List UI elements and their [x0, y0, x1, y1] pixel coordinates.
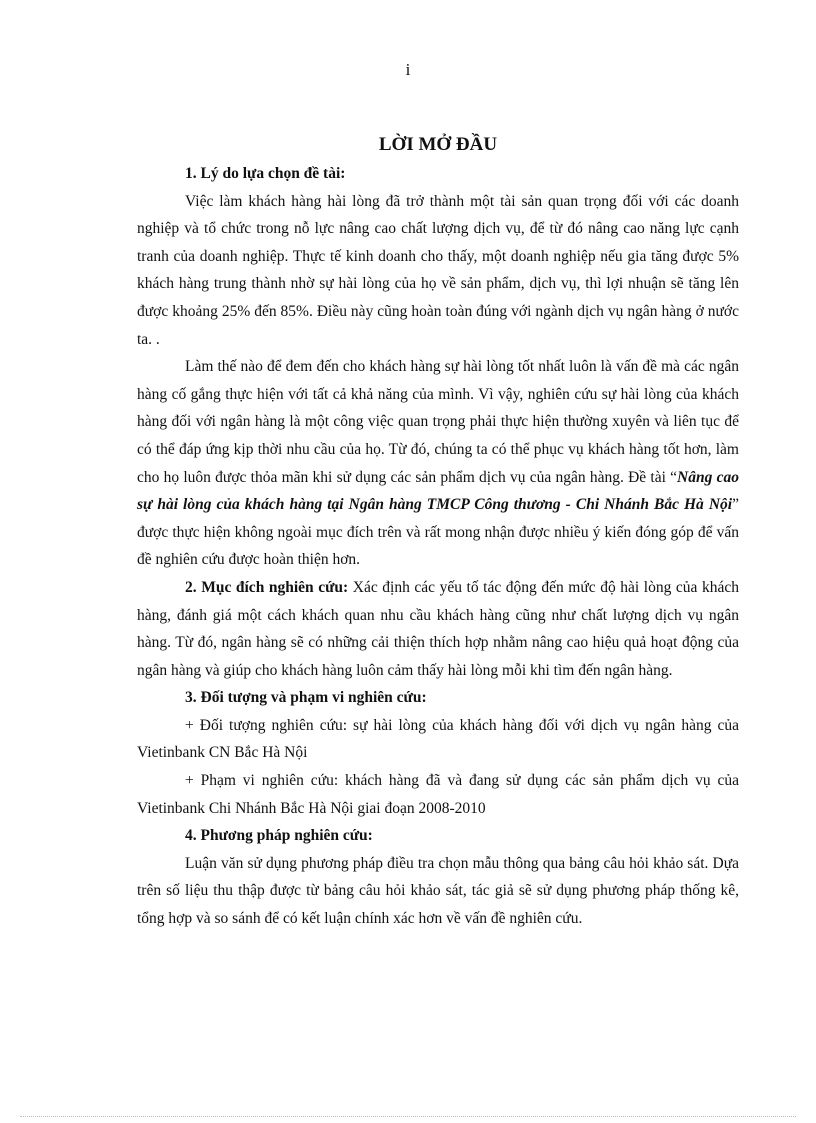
section-4-paragraph: Luận văn sử dụng phương pháp điều tra chọn mẫu thông qua bảng câu hỏi khảo sát. Dựa trên số liệu thu thập được từ bảng câu hỏi khảo sát, tác giả sẽ sử dụng phương pháp thống kê, tổng hợp và so sánh để có kết luận chính xác hơn về vấn đề nghiên cứu. — [137, 854, 739, 928]
thesis-title-emphasis: Nâng cao sự hài lòng của khách hàng tại Ngân hàng TMCP Công thương - Chi Nhánh Bắc Hà Nội — [137, 468, 739, 514]
paragraph-text: Xác định các yếu tố tác động đến mức độ hài lòng của khách hàng, đánh giá một cách khách quan nhu cầu khách hàng cũng như chất lượng dịch vụ ngân hàng. Từ đó, ngân hàng sẽ có những cải thiện thích hợp nhằm nâng cao hiệu quả hoạt động của ngân hàng và giúp cho khách hàng luôn cảm thấy hài lòng mỗi khi tìm đến ngân hàng. — [137, 578, 739, 679]
page-bottom-divider — [20, 1116, 796, 1117]
paragraph-text: Làm thế nào để đem đến cho khách hàng sự hài lòng tốt nhất luôn là vấn đề mà các ngân hàng cố gắng thực hiện với tất cả khả năng của mình. Vì vậy, nghiên cứu sự hài lòng của khách hàng đối với ngân hàng là một công việc quan trọng phải thực hiện thường xuyên và liên tục để có thể đáp ứng kịp thời nhu cầu của họ. Từ đó, chúng ta có thể phục vụ khách hàng tốt hơn, làm cho họ luôn được thỏa mãn khi sử dụng các sản phẩm dịch vụ của ngân hàng. Đề tài “ — [137, 358, 739, 486]
section-heading-text: 1. Lý do lựa chọn đề tài: — [185, 165, 346, 182]
document-body — [137, 130, 739, 933]
section-heading-text: 2. Mục đích nghiên cứu: — [185, 578, 349, 596]
section-heading-text: 3. Đối tượng và phạm vi nghiên cứu: — [185, 689, 427, 707]
section-1-paragraph-2 — [137, 353, 739, 574]
section-2-paragraph — [137, 574, 739, 684]
section-3-heading — [137, 684, 739, 712]
page-title: LỜI MỞ ĐẦU — [378, 134, 498, 155]
section-1-paragraph-1: Việc làm khách hàng hài lòng đã trở thành một tài sản quan trọng đối với các doanh nghiệp và tổ chức trong nỗ lực nâng cao chất lượng dịch vụ, để từ đó nâng cao năng lực cạnh tranh của doanh nghiệp. Thực tế kinh doanh cho thấy, một doanh nghiệp nếu gia tăng được 5% khách hàng trung thành nhờ sự hài lòng của họ về sản phẩm, dịch vụ, thì lợi nhuận sẽ tăng lên được khoảng 25% đến 85%. Điều này cũng hoàn toàn đúng với ngành dịch vụ ngân hàng ở nước ta. . — [137, 192, 739, 348]
section-3-item-1: + Đối tượng nghiên cứu: sự hài lòng của khách hàng đối với dịch vụ ngân hàng của Vietinbank CN Bắc Hà Nội — [137, 716, 739, 762]
section-1-heading — [137, 160, 739, 188]
section-heading-text: 4. Phương pháp nghiên cứu: — [185, 827, 373, 845]
section-4-heading — [137, 822, 739, 850]
section-3-item-2: + Phạm vi nghiên cứu: khách hàng đã và đang sử dụng các sản phẩm dịch vụ của Vietinbank Chi Nhánh Bắc Hà Nội giai đoạn 2008-2010 — [137, 772, 739, 817]
page-number: i — [405, 60, 411, 79]
paragraph-text: ” được thực hiện không ngoài mục đích trên và rất mong nhận được nhiều ý kiến đóng góp để vấn đề nghiên cứu được hoàn thiện hơn. — [137, 496, 739, 569]
